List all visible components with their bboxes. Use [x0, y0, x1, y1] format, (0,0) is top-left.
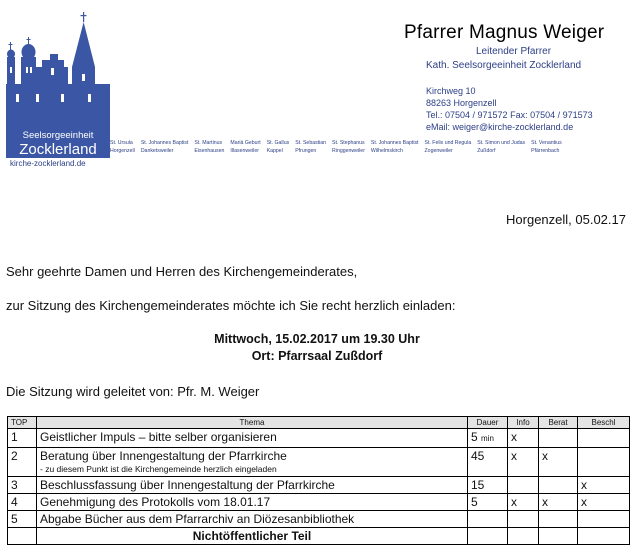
header-thema: Thema: [37, 417, 468, 429]
row-beschl: [578, 429, 630, 448]
parish-item: St. Venantius Pfärrenbach: [531, 140, 562, 154]
row-thema: Beratung über Innengestaltung der Pfarrkirche: [40, 449, 287, 463]
parish-item: St. Ursula Horgenzell: [110, 140, 135, 154]
header-dauer: Dauer: [468, 417, 508, 429]
nonpublic-section-label: Nichtöffentlicher Teil: [37, 528, 468, 545]
parish-item: St. Stephanus Ringgenweiler: [332, 140, 365, 154]
address-phone: Tel.: 07504 / 971572 Fax: 07504 / 971573: [426, 110, 593, 120]
parish-item: Mariä Geburt Illasenweiler: [230, 140, 261, 154]
letter-greeting: Sehr geehrte Damen und Herren des Kirchengemeinderates,: [6, 264, 358, 279]
parish-item: St. Martinus Eisenhausen: [194, 140, 225, 154]
agenda-header-row: [8, 417, 630, 429]
letter-invitation: zur Sitzung des Kirchengemeinderates möchte ich Sie recht herzlich einladen:: [6, 298, 456, 313]
row-berat: [539, 429, 578, 448]
agenda-row: [8, 477, 630, 494]
row-thema-note: - zu diesem Punkt ist die Kirchengemeinde herzlich eingeladen: [40, 464, 277, 474]
row-info: x: [508, 448, 539, 477]
row-berat: x: [539, 448, 578, 477]
agenda-table: [7, 416, 630, 545]
parish-item: St. Johannes Baptist Wilhelmskirch: [370, 140, 419, 154]
parish-item: St. Sebastian Pfrungen: [295, 140, 327, 154]
meeting-date: Mittwoch, 15.02.2017 um 19.30 Uhr: [214, 332, 420, 346]
pastor-unit: Kath. Seelsorgeeinheit Zocklerland: [426, 60, 582, 71]
agenda-footer-row: [8, 528, 630, 545]
row-thema: Beschlussfassung über Innengestaltung der Pfarrkirche: [37, 477, 468, 494]
row-thema: Genehmigung des Protokolls vom 18.01.17: [37, 494, 468, 511]
row-info: x: [508, 429, 539, 448]
meeting-lead: Die Sitzung wird geleitet von: Pfr. M. Weiger: [6, 384, 260, 399]
pastor-role: Leitender Pfarrer: [476, 46, 552, 57]
letter-date: Horgenzell, 05.02.17: [506, 212, 626, 227]
row-berat: [539, 477, 578, 494]
parish-logo: [6, 12, 110, 158]
row-beschl: [578, 448, 630, 477]
logo-url[interactable]: kirche-zocklerland.de: [10, 159, 86, 168]
header-berat: Berat: [539, 417, 578, 429]
row-thema: Geistlicher Impuls – bitte selber organisieren: [37, 429, 468, 448]
agenda-row: [8, 494, 630, 511]
parish-item: St. Simon und Judas Zußdorf: [477, 140, 526, 154]
row-dauer: 45: [468, 448, 508, 477]
meeting-place: Ort: Pfarrsaal Zußdorf: [251, 349, 383, 363]
row-beschl: x: [578, 477, 630, 494]
row-thema-cell: [37, 448, 468, 477]
agenda-row: [8, 511, 630, 528]
row-berat: [539, 511, 578, 528]
logo-line2: Zocklerland: [19, 141, 97, 158]
parish-list: [110, 139, 630, 155]
row-beschl: x: [578, 494, 630, 511]
row-thema: Abgabe Bücher aus dem Pfarrarchiv an Diözesanbibliothek: [37, 511, 468, 528]
row-dauer: [468, 511, 508, 528]
logo-line1: Seelsorgeeinheit: [22, 130, 94, 141]
row-top: 2: [8, 448, 37, 477]
parish-item: St. Felix und Regula Zogenweiler: [424, 140, 472, 154]
duration-unit: min: [481, 434, 494, 443]
address-city: 88263 Horgenzell: [426, 98, 497, 108]
parish-item: St. Johannes Baptist Danketsweiler: [140, 140, 189, 154]
address-email[interactable]: eMail: weiger@kirche-zocklerland.de: [426, 122, 574, 132]
row-info: x: [508, 494, 539, 511]
agenda-row: [8, 448, 630, 477]
row-berat: x: [539, 494, 578, 511]
header-info: Info: [508, 417, 539, 429]
header-beschl: Beschl: [578, 417, 630, 429]
row-top: 3: [8, 477, 37, 494]
row-dauer: 5 min: [468, 429, 508, 448]
row-dauer: 5: [468, 494, 508, 511]
row-top: 1: [8, 429, 37, 448]
row-info: [508, 477, 539, 494]
address-street: Kirchweg 10: [426, 86, 476, 96]
row-info: [508, 511, 539, 528]
pastor-name: Pfarrer Magnus Weiger: [404, 22, 605, 43]
agenda-row: [8, 429, 630, 448]
row-top: 5: [8, 511, 37, 528]
row-beschl: [578, 511, 630, 528]
row-top: 4: [8, 494, 37, 511]
parish-item: St. Gallus Kappel: [266, 140, 290, 154]
header-top: TOP: [8, 417, 37, 429]
row-dauer: 15: [468, 477, 508, 494]
